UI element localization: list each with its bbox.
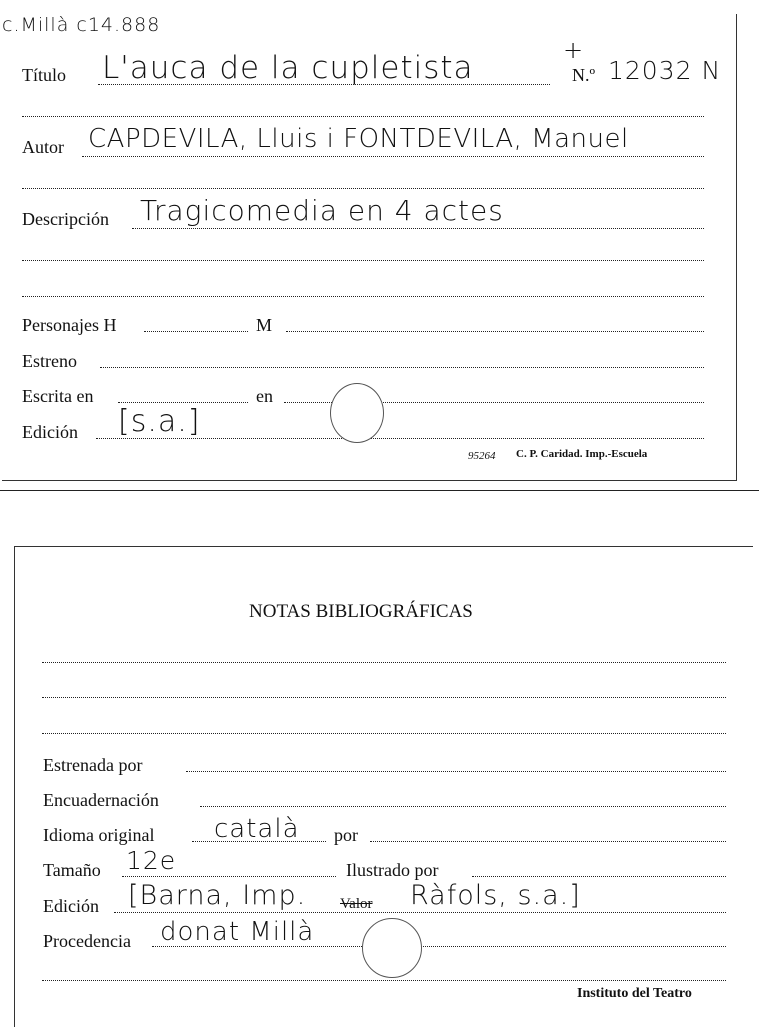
printer-name: C. P. Caridad. Imp.-Escuela: [516, 448, 648, 460]
estrenada-label: Estrenada por: [43, 755, 143, 775]
edicion2-label: Edición: [43, 896, 99, 916]
idioma-value: català: [214, 814, 300, 844]
tamano-value: 12e: [126, 846, 177, 875]
tamano-line: [122, 876, 336, 877]
idioma-por-label: por: [334, 825, 358, 845]
escrita-label: Escrita en: [22, 386, 94, 406]
autor-line: [82, 156, 704, 157]
estrenada-line: [186, 771, 726, 772]
edicion2-value-part1: [Barna, Imp.: [128, 880, 307, 911]
edicion2-value-part2: Ràfols, s.a.]: [410, 880, 581, 911]
procedencia-line: [152, 946, 726, 947]
edicion-label: Edición: [22, 422, 78, 442]
ilustrado-label: Ilustrado por: [346, 860, 439, 880]
top-card-bottom-edge: [0, 490, 759, 491]
procedencia-label: Procedencia: [43, 931, 131, 951]
cross-mark: +: [563, 36, 585, 64]
idioma-line: [192, 841, 326, 842]
autor-line-2: [22, 188, 704, 189]
institution-name: Instituto del Teatro: [577, 986, 692, 1001]
estreno-label: Estreno: [22, 351, 77, 371]
notas-line-3: [42, 733, 726, 734]
punch-hole: [330, 383, 384, 443]
escrita-en-label: en: [256, 386, 273, 406]
encuadernacion-line: [200, 806, 726, 807]
edicion-value: [s.a.]: [118, 404, 201, 439]
titulo-label: Título: [22, 65, 66, 85]
notas-line-2: [42, 697, 726, 698]
idioma-label: Idioma original: [43, 825, 155, 845]
estreno-line: [100, 367, 704, 368]
autor-value: CAPDEVILA, Lluis i FONTDEVILA, Manuel: [88, 124, 629, 154]
descripcion-value: Tragicomedia en 4 actes: [140, 194, 504, 227]
titulo-value: L'auca de la cupletista: [102, 50, 474, 86]
numero-label: N.º: [572, 65, 596, 85]
punch-hole-2: [362, 918, 422, 978]
printer-number: 95264: [468, 450, 496, 462]
edicion2-struck-word: Valor: [340, 896, 373, 912]
escrita-line: [118, 402, 248, 403]
personajes-m-label: M: [256, 315, 273, 335]
autor-label: Autor: [22, 137, 64, 157]
procedencia-value: donat Millà: [160, 917, 315, 947]
numero-value: 12032 N: [608, 56, 722, 85]
notas-heading: NOTAS BIBLIOGRÁFICAS: [249, 601, 473, 622]
descripcion-line-2: [22, 260, 704, 261]
tamano-label: Tamaño: [43, 860, 101, 880]
descripcion-line-3: [22, 296, 704, 297]
catalog-reference: c.Millà c14.888: [2, 14, 161, 36]
encuadernacion-label: Encuadernación: [43, 790, 159, 810]
edicion2-line: [114, 912, 726, 913]
personajes-m-line: [286, 331, 704, 332]
titulo-line-2: [22, 116, 704, 117]
notas-line-1: [42, 662, 726, 663]
ilustrado-line: [472, 876, 726, 877]
descripcion-line: [132, 228, 704, 229]
idioma-por-line: [370, 841, 726, 842]
personajes-label: Personajes H: [22, 315, 117, 335]
titulo-line: [98, 84, 550, 85]
personajes-h-line: [144, 331, 248, 332]
edicion-line: [96, 438, 704, 439]
notas-line-final: [42, 980, 726, 981]
descripcion-label: Descripción: [22, 209, 109, 229]
